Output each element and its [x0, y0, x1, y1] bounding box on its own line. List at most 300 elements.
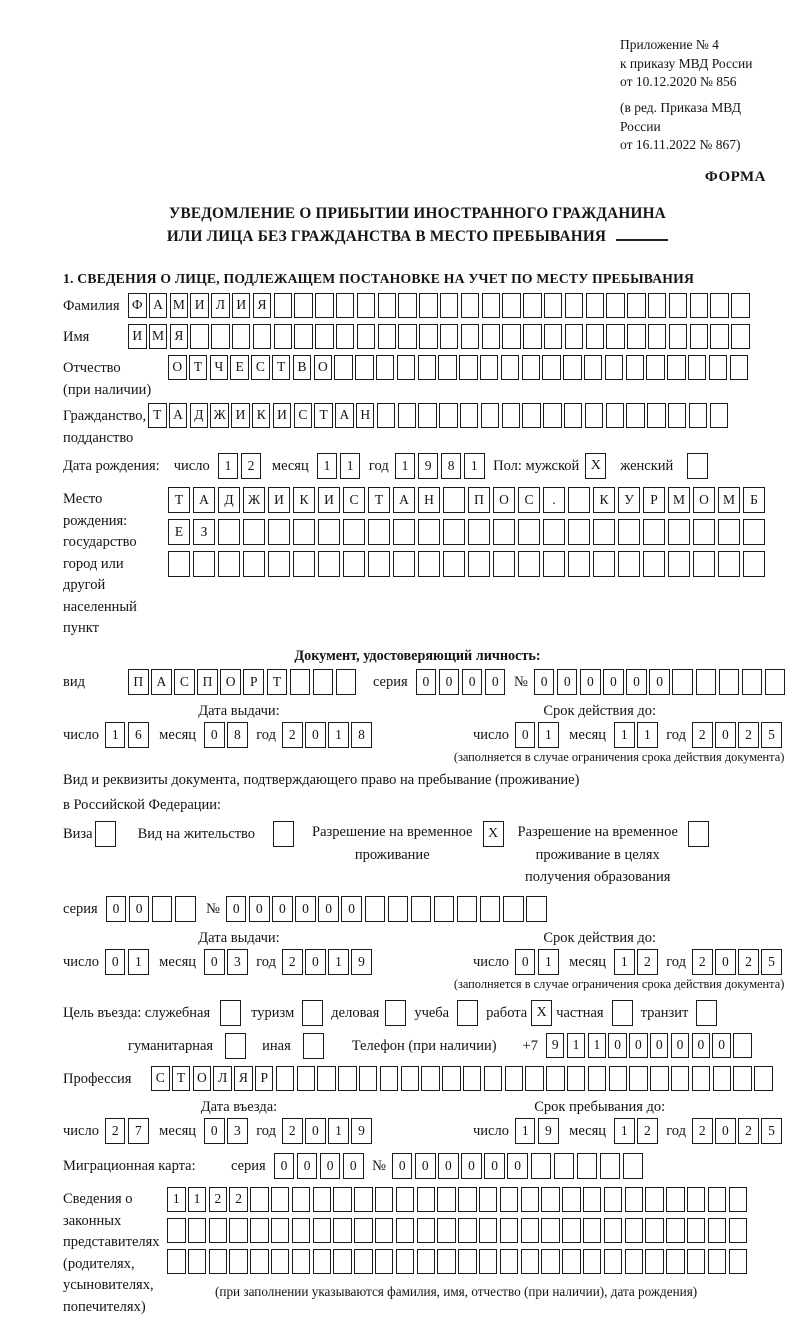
cell[interactable] — [708, 1218, 727, 1243]
stay-doc-seriya-cells[interactable] — [106, 896, 198, 922]
cell[interactable] — [417, 1218, 436, 1243]
cell[interactable] — [693, 519, 715, 545]
cell[interactable]: 0 — [305, 722, 326, 748]
cell[interactable] — [666, 1249, 685, 1274]
cell[interactable] — [543, 551, 565, 577]
cell[interactable]: 0 — [297, 1153, 318, 1179]
cell[interactable]: 0 — [105, 949, 126, 975]
cell[interactable] — [375, 1249, 394, 1274]
cell[interactable] — [418, 551, 440, 577]
cell[interactable]: 0 — [272, 896, 293, 922]
cell[interactable]: П — [468, 487, 490, 513]
cell[interactable]: Т — [168, 487, 190, 513]
cell[interactable] — [493, 519, 515, 545]
cell[interactable]: 1 — [614, 1118, 635, 1144]
cell[interactable] — [562, 1249, 581, 1274]
cell[interactable] — [368, 551, 390, 577]
cell[interactable] — [671, 1066, 690, 1091]
cell[interactable] — [396, 1187, 415, 1212]
cell[interactable] — [626, 403, 645, 428]
cell[interactable] — [271, 1218, 290, 1243]
cell[interactable] — [666, 1218, 685, 1243]
cell[interactable]: К — [293, 487, 315, 513]
cell[interactable] — [667, 355, 686, 380]
cell[interactable] — [243, 519, 265, 545]
cell[interactable] — [393, 551, 415, 577]
cell[interactable] — [544, 324, 563, 349]
cell[interactable]: А — [169, 403, 188, 428]
cell[interactable] — [357, 324, 376, 349]
stay-doc-issue-day-cells[interactable] — [105, 949, 151, 975]
cell[interactable] — [438, 355, 457, 380]
patronymic-cells[interactable] — [168, 355, 750, 380]
cell[interactable] — [713, 1066, 732, 1091]
cell[interactable]: 0 — [515, 949, 536, 975]
cell[interactable] — [479, 1187, 498, 1212]
cell[interactable]: Т — [148, 403, 167, 428]
cell[interactable]: 0 — [692, 1033, 711, 1058]
cell[interactable] — [500, 1249, 519, 1274]
cell[interactable] — [398, 324, 417, 349]
cell[interactable]: 9 — [538, 1118, 559, 1144]
cell[interactable] — [336, 293, 355, 318]
cell[interactable]: 0 — [461, 1153, 482, 1179]
cell[interactable] — [293, 551, 315, 577]
cell[interactable]: 1 — [105, 722, 126, 748]
cell[interactable] — [625, 1249, 644, 1274]
ucheba-checkbox[interactable] — [457, 1000, 478, 1026]
cell[interactable] — [563, 355, 582, 380]
cell[interactable] — [733, 1033, 752, 1058]
cell[interactable] — [606, 324, 625, 349]
cell[interactable] — [567, 1066, 586, 1091]
cell[interactable] — [645, 1218, 664, 1243]
cell[interactable]: 1 — [464, 453, 485, 479]
cell[interactable] — [523, 324, 542, 349]
cell[interactable] — [696, 669, 717, 695]
birthplace-cells-row3[interactable] — [168, 551, 768, 577]
given-name-cells[interactable] — [128, 324, 752, 349]
cell[interactable]: Ч — [210, 355, 229, 380]
cell[interactable] — [743, 551, 765, 577]
cell[interactable] — [647, 403, 666, 428]
cell[interactable] — [418, 519, 440, 545]
cell[interactable] — [457, 896, 478, 922]
cell[interactable]: С — [174, 669, 195, 695]
cell[interactable] — [710, 293, 729, 318]
cell[interactable]: 0 — [485, 669, 506, 695]
cell[interactable]: 0 — [650, 1033, 669, 1058]
cell[interactable]: 0 — [580, 669, 601, 695]
cell[interactable]: 1 — [515, 1118, 536, 1144]
cell[interactable] — [645, 1187, 664, 1212]
cell[interactable] — [525, 1066, 544, 1091]
cell[interactable]: Н — [418, 487, 440, 513]
cell[interactable] — [368, 519, 390, 545]
cell[interactable] — [669, 324, 688, 349]
doc-expiry-day-cells[interactable] — [515, 722, 561, 748]
cell[interactable]: М — [718, 487, 740, 513]
cell[interactable] — [458, 1218, 477, 1243]
cell[interactable] — [250, 1218, 269, 1243]
cell[interactable]: 2 — [738, 949, 759, 975]
cell[interactable]: О — [168, 355, 187, 380]
cell[interactable] — [229, 1218, 248, 1243]
cell[interactable] — [718, 519, 740, 545]
cell[interactable]: 0 — [557, 669, 578, 695]
cell[interactable] — [709, 355, 728, 380]
cell[interactable] — [719, 669, 740, 695]
cell[interactable] — [546, 1066, 565, 1091]
cell[interactable]: 0 — [484, 1153, 505, 1179]
cell[interactable] — [421, 1066, 440, 1091]
doc-expiry-month-cells[interactable] — [614, 722, 660, 748]
cell[interactable] — [460, 403, 479, 428]
cell[interactable] — [609, 1066, 628, 1091]
entry-day-cells[interactable] — [105, 1118, 151, 1144]
cell[interactable] — [586, 293, 605, 318]
cell[interactable]: 0 — [392, 1153, 413, 1179]
cell[interactable]: 9 — [546, 1033, 565, 1058]
cell[interactable]: 0 — [534, 669, 555, 695]
cell[interactable] — [396, 1218, 415, 1243]
cell[interactable]: 2 — [282, 1118, 303, 1144]
cell[interactable] — [355, 355, 374, 380]
rvp-edu-checkbox[interactable] — [688, 821, 709, 847]
migration-seriya-cells[interactable] — [274, 1153, 366, 1179]
cell[interactable]: 9 — [351, 949, 372, 975]
cell[interactable]: 0 — [626, 669, 647, 695]
cell[interactable] — [585, 403, 604, 428]
cell[interactable] — [500, 1187, 519, 1212]
cell[interactable] — [693, 551, 715, 577]
cell[interactable]: И — [268, 487, 290, 513]
cell[interactable] — [690, 293, 709, 318]
cell[interactable]: 1 — [340, 453, 361, 479]
cell[interactable] — [377, 403, 396, 428]
cell[interactable] — [443, 487, 465, 513]
entry-month-cells[interactable] — [204, 1118, 250, 1144]
cell[interactable] — [152, 896, 173, 922]
cell[interactable] — [292, 1187, 311, 1212]
cell[interactable] — [175, 896, 196, 922]
legal-cells-row1[interactable] — [167, 1187, 749, 1212]
cell[interactable]: Я — [170, 324, 189, 349]
cell[interactable]: 1 — [614, 949, 635, 975]
cell[interactable] — [398, 293, 417, 318]
stay-doc-expiry-month-cells[interactable] — [614, 949, 660, 975]
cell[interactable] — [418, 355, 437, 380]
cell[interactable]: С — [294, 403, 313, 428]
cell[interactable]: 8 — [351, 722, 372, 748]
cell[interactable] — [315, 293, 334, 318]
phone-cells[interactable] — [546, 1033, 754, 1058]
cell[interactable]: 0 — [295, 896, 316, 922]
rabota-checkbox[interactable]: X — [531, 1000, 552, 1026]
cell[interactable] — [229, 1249, 248, 1274]
cell[interactable]: И — [232, 293, 251, 318]
cell[interactable] — [765, 669, 786, 695]
chastnaya-checkbox[interactable] — [612, 1000, 633, 1026]
cell[interactable]: 0 — [439, 669, 460, 695]
cell[interactable] — [710, 324, 729, 349]
cell[interactable]: 7 — [128, 1118, 149, 1144]
tranzit-checkbox[interactable] — [696, 1000, 717, 1026]
cell[interactable] — [443, 519, 465, 545]
cell[interactable]: 5 — [761, 722, 782, 748]
cell[interactable] — [443, 551, 465, 577]
cell[interactable] — [554, 1153, 575, 1179]
cell[interactable]: С — [251, 355, 270, 380]
cell[interactable] — [480, 355, 499, 380]
cell[interactable] — [338, 1066, 357, 1091]
cell[interactable] — [297, 1066, 316, 1091]
male-checkbox[interactable]: X — [585, 453, 606, 479]
cell[interactable] — [605, 355, 624, 380]
cell[interactable] — [357, 293, 376, 318]
cell[interactable]: 3 — [227, 949, 248, 975]
cell[interactable]: 0 — [603, 669, 624, 695]
cell[interactable]: С — [151, 1066, 170, 1091]
cell[interactable] — [669, 293, 688, 318]
cell[interactable] — [521, 1218, 540, 1243]
cell[interactable] — [193, 551, 215, 577]
cell[interactable] — [729, 1187, 748, 1212]
cell[interactable] — [218, 519, 240, 545]
cell[interactable] — [543, 403, 562, 428]
doc-issue-month-cells[interactable] — [204, 722, 250, 748]
cell[interactable]: И — [273, 403, 292, 428]
cell[interactable]: А — [393, 487, 415, 513]
cell[interactable] — [500, 1218, 519, 1243]
cell[interactable] — [502, 293, 521, 318]
doc-issue-year-cells[interactable] — [282, 722, 374, 748]
cell[interactable] — [629, 1066, 648, 1091]
cell[interactable]: 2 — [692, 1118, 713, 1144]
cell[interactable]: И — [190, 293, 209, 318]
cell[interactable]: 1 — [567, 1033, 586, 1058]
cell[interactable] — [190, 324, 209, 349]
cell[interactable] — [375, 1218, 394, 1243]
cell[interactable] — [708, 1249, 727, 1274]
cell[interactable] — [268, 519, 290, 545]
cell[interactable] — [588, 1066, 607, 1091]
cell[interactable]: 6 — [128, 722, 149, 748]
cell[interactable] — [419, 293, 438, 318]
cell[interactable] — [583, 1249, 602, 1274]
stay-doc-expiry-day-cells[interactable] — [515, 949, 561, 975]
cell[interactable]: 0 — [608, 1033, 627, 1058]
gumanitarnaya-checkbox[interactable] — [225, 1033, 246, 1059]
cell[interactable] — [648, 324, 667, 349]
cell[interactable]: 0 — [129, 896, 150, 922]
cell[interactable] — [354, 1249, 373, 1274]
cell[interactable] — [479, 1218, 498, 1243]
cell[interactable] — [434, 896, 455, 922]
cell[interactable] — [690, 324, 709, 349]
citizenship-cells[interactable] — [148, 403, 730, 428]
cell[interactable]: 0 — [249, 896, 270, 922]
cell[interactable] — [418, 403, 437, 428]
cell[interactable]: Е — [230, 355, 249, 380]
cell[interactable] — [459, 355, 478, 380]
cell[interactable]: 2 — [229, 1187, 248, 1212]
cell[interactable] — [388, 896, 409, 922]
cell[interactable]: 1 — [395, 453, 416, 479]
cell[interactable] — [188, 1218, 207, 1243]
cell[interactable] — [542, 355, 561, 380]
cell[interactable] — [167, 1218, 186, 1243]
cell[interactable]: 1 — [614, 722, 635, 748]
cell[interactable]: О — [193, 1066, 212, 1091]
cell[interactable] — [604, 1218, 623, 1243]
cell[interactable]: 0 — [341, 896, 362, 922]
cell[interactable] — [461, 293, 480, 318]
cell[interactable] — [718, 551, 740, 577]
cell[interactable] — [604, 1249, 623, 1274]
cell[interactable]: 3 — [227, 1118, 248, 1144]
migration-number-cells[interactable] — [392, 1153, 646, 1179]
cell[interactable]: А — [151, 669, 172, 695]
cell[interactable] — [271, 1187, 290, 1212]
cell[interactable] — [518, 551, 540, 577]
cell[interactable] — [731, 293, 750, 318]
cell[interactable] — [666, 1187, 685, 1212]
cell[interactable]: Т — [267, 669, 288, 695]
cell[interactable]: 0 — [629, 1033, 648, 1058]
cell[interactable] — [482, 324, 501, 349]
cell[interactable]: И — [318, 487, 340, 513]
surname-cells[interactable] — [128, 293, 752, 318]
cell[interactable] — [468, 551, 490, 577]
cell[interactable] — [543, 519, 565, 545]
cell[interactable]: Т — [368, 487, 390, 513]
cell[interactable] — [600, 1153, 621, 1179]
cell[interactable]: 0 — [462, 669, 483, 695]
cell[interactable] — [648, 293, 667, 318]
cell[interactable]: Д — [190, 403, 209, 428]
cell[interactable]: 0 — [649, 669, 670, 695]
cell[interactable]: Б — [743, 487, 765, 513]
cell[interactable] — [380, 1066, 399, 1091]
cell[interactable]: 0 — [715, 949, 736, 975]
profession-cells[interactable] — [151, 1066, 775, 1091]
cell[interactable]: 1 — [188, 1187, 207, 1212]
cell[interactable] — [378, 293, 397, 318]
cell[interactable]: Н — [356, 403, 375, 428]
cell[interactable] — [626, 355, 645, 380]
cell[interactable]: 2 — [637, 949, 658, 975]
cell[interactable] — [294, 293, 313, 318]
cell[interactable]: Р — [643, 487, 665, 513]
cell[interactable]: З — [193, 519, 215, 545]
cell[interactable] — [411, 896, 432, 922]
cell[interactable]: В — [293, 355, 312, 380]
cell[interactable] — [168, 551, 190, 577]
cell[interactable]: 1 — [328, 722, 349, 748]
cell[interactable] — [292, 1218, 311, 1243]
cell[interactable] — [523, 293, 542, 318]
cell[interactable]: 1 — [588, 1033, 607, 1058]
cell[interactable]: Л — [213, 1066, 232, 1091]
cell[interactable]: Т — [189, 355, 208, 380]
cell[interactable] — [167, 1249, 186, 1274]
cell[interactable] — [568, 519, 590, 545]
cell[interactable] — [315, 324, 334, 349]
cell[interactable]: О — [693, 487, 715, 513]
cell[interactable] — [336, 669, 357, 695]
cell[interactable]: М — [668, 487, 690, 513]
cell[interactable]: 1 — [317, 453, 338, 479]
cell[interactable] — [417, 1187, 436, 1212]
stay-month-cells[interactable] — [614, 1118, 660, 1144]
birthplace-cells-row1[interactable] — [168, 487, 768, 513]
cell[interactable]: 2 — [282, 949, 303, 975]
cell[interactable] — [333, 1249, 352, 1274]
cell[interactable] — [274, 324, 293, 349]
cell[interactable] — [502, 403, 521, 428]
cell[interactable] — [343, 551, 365, 577]
cell[interactable] — [468, 519, 490, 545]
cell[interactable] — [359, 1066, 378, 1091]
cell[interactable] — [526, 896, 547, 922]
cell[interactable]: 0 — [715, 722, 736, 748]
cell[interactable] — [593, 551, 615, 577]
cell[interactable]: 1 — [128, 949, 149, 975]
cell[interactable]: Ж — [210, 403, 229, 428]
cell[interactable] — [541, 1249, 560, 1274]
cell[interactable] — [458, 1249, 477, 1274]
cell[interactable]: А — [193, 487, 215, 513]
cell[interactable]: 0 — [204, 722, 225, 748]
cell[interactable] — [731, 324, 750, 349]
cell[interactable]: 5 — [761, 1118, 782, 1144]
cell[interactable]: 2 — [282, 722, 303, 748]
cell[interactable] — [209, 1218, 228, 1243]
cell[interactable] — [564, 403, 583, 428]
cell[interactable]: . — [543, 487, 565, 513]
cell[interactable] — [440, 324, 459, 349]
cell[interactable] — [313, 669, 334, 695]
cell[interactable] — [643, 519, 665, 545]
cell[interactable]: П — [197, 669, 218, 695]
cell[interactable]: Ф — [128, 293, 147, 318]
cell[interactable] — [643, 551, 665, 577]
cell[interactable]: С — [518, 487, 540, 513]
cell[interactable] — [396, 1249, 415, 1274]
cell[interactable] — [583, 1187, 602, 1212]
cell[interactable] — [733, 1066, 752, 1091]
cell[interactable] — [710, 403, 729, 428]
cell[interactable]: 0 — [318, 896, 339, 922]
cell[interactable]: Р — [243, 669, 264, 695]
cell[interactable] — [463, 1066, 482, 1091]
cell[interactable] — [586, 324, 605, 349]
cell[interactable]: И — [128, 324, 147, 349]
cell[interactable] — [729, 1249, 748, 1274]
birth-year-cells[interactable] — [395, 453, 487, 479]
cell[interactable] — [522, 355, 541, 380]
cell[interactable]: 2 — [692, 722, 713, 748]
cell[interactable] — [439, 403, 458, 428]
cell[interactable]: 0 — [712, 1033, 731, 1058]
birth-month-cells[interactable] — [317, 453, 363, 479]
cell[interactable] — [333, 1218, 352, 1243]
cell[interactable] — [689, 403, 708, 428]
cell[interactable] — [398, 403, 417, 428]
cell[interactable] — [334, 355, 353, 380]
cell[interactable]: 2 — [738, 1118, 759, 1144]
